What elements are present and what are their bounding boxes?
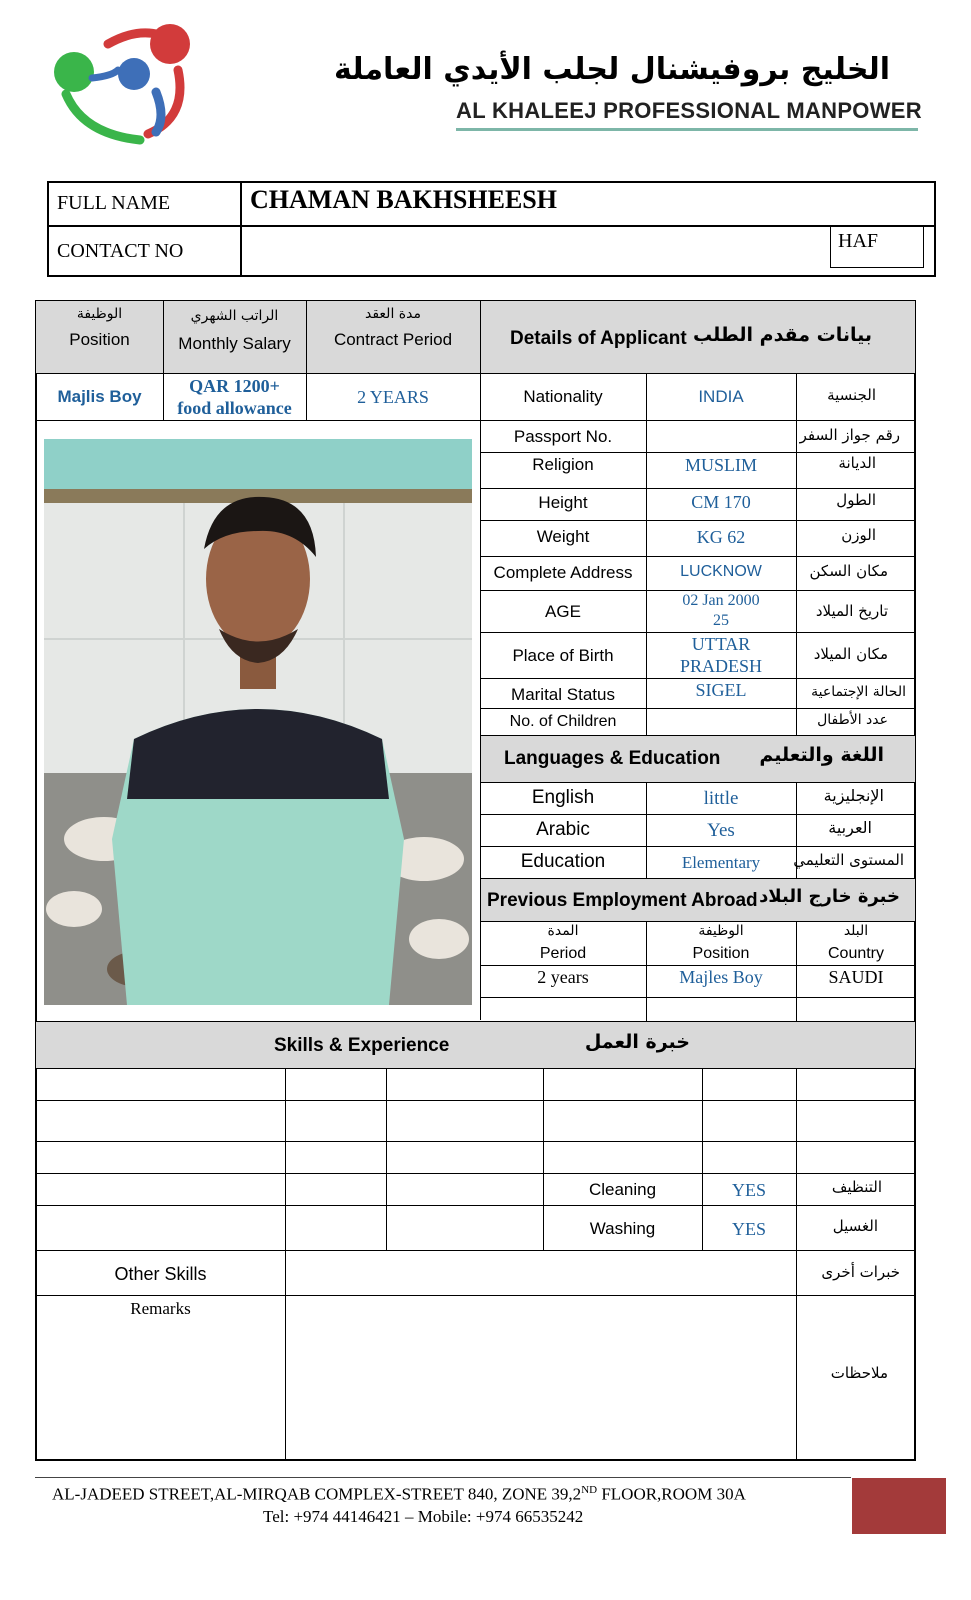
skills-header-grey [36, 1022, 915, 1068]
detail-label: AGE [545, 602, 581, 621]
detail-label: Marital Status [511, 685, 615, 704]
cleaning-value: YES [731, 1180, 766, 1200]
details-row-line-6 [480, 632, 916, 633]
detail-label-ar: عدد الأطفال [817, 712, 888, 728]
applicant-title-en: Details of Applicant [510, 328, 687, 349]
other-skills-label-ar: خبرات أخرى [821, 1263, 900, 1281]
skills-row-line-5 [35, 1250, 916, 1251]
language-label: Education [520, 851, 606, 872]
language-value: Yes [707, 820, 735, 841]
position-label-en: Position [69, 330, 130, 349]
salary-label-en: Monthly Salary [178, 334, 291, 353]
skills-row-line-6 [35, 1295, 916, 1296]
applicant-photo [44, 439, 472, 1005]
footer-phone: Tel: +974 44146421 – Mobile: +974 66535242 [263, 1507, 584, 1526]
skills-col-line-1 [285, 1068, 286, 1461]
employment-row-line-1 [480, 965, 916, 966]
skills-row-line-4 [35, 1205, 916, 1206]
detail-label: No. of Children [509, 713, 617, 730]
detail-label-ar: الطول [836, 491, 876, 509]
skills-title-ar: خبرة العمل [584, 1031, 690, 1053]
detail-label-ar: الجنسية [827, 386, 876, 404]
name-contact-divider-v [240, 181, 242, 277]
period-label-en: Period [539, 945, 587, 962]
detail-value: MUSLIM [684, 455, 757, 475]
details-row-line-1 [480, 452, 916, 453]
language-label-ar: المستوى التعليمي [793, 851, 904, 869]
details-row-line-5 [480, 590, 916, 591]
language-label-ar: العربية [828, 818, 872, 837]
language-value: little [703, 788, 739, 809]
detail-label-ar: الديانة [838, 454, 876, 472]
company-logo [48, 22, 198, 148]
details-row-line-3 [480, 520, 916, 521]
emp-position-label-en: Position [692, 945, 750, 962]
employment-row-line-0 [480, 921, 916, 922]
detail-label-ar: مكان الميلاد [813, 645, 888, 663]
salary-label-ar: الراتب الشهري [190, 308, 279, 324]
detail-value: SIGEL [695, 680, 747, 700]
emp-position-label-ar: الوظيفة [698, 923, 744, 939]
country-label-ar: البلد [843, 923, 869, 939]
footer-address-end: FLOOR,ROOM 30A [597, 1484, 746, 1504]
details-row-line-8 [480, 708, 916, 709]
language-value: Elementary [681, 853, 761, 872]
applicant-title-ar: بيانات مقدم الطلب [693, 324, 872, 346]
contract-value: 2 YEARS [357, 387, 429, 407]
detail-label-ar: تاريخ الميلاد [815, 602, 888, 620]
details-row-line-7 [480, 678, 916, 679]
country-label-en: Country [827, 945, 885, 962]
salary-value-line-1: QAR 1200+ [189, 376, 280, 396]
languages-title-ar: اللغة والتعليم [759, 744, 884, 766]
full-name-value: CHAMAN BAKHSHEESH [250, 185, 557, 214]
contract-label-ar: مدة العقد [365, 306, 421, 322]
contract-label-en: Contract Period [333, 330, 453, 349]
languages-row-line-0 [480, 782, 916, 783]
detail-label: Place of Birth [512, 646, 614, 665]
language-label: Arabic [536, 819, 590, 840]
detail-value-line-2: PRADESH [679, 656, 763, 676]
footer-address-main: AL-JADEED STREET,AL-MIRQAB COMPLEX-STREET 840, ZONE 39,2 [52, 1484, 582, 1504]
remarks-label-ar: ملاحظات [830, 1364, 888, 1382]
detail-value: KG 62 [696, 527, 746, 547]
salary-value-line-2: food allowance [177, 398, 292, 418]
country-value: SAUDI [828, 967, 884, 987]
cleaning-label: Cleaning [588, 1180, 657, 1199]
detail-value: LUCKNOW [680, 563, 762, 580]
detail-label-ar: مكان السكن [809, 562, 888, 580]
footer-address-sup: ND [581, 1484, 598, 1496]
footer-address [52, 1484, 746, 1505]
period-value: 2 years [537, 967, 589, 987]
washing-value: YES [731, 1219, 766, 1239]
washing-label-ar: الغسيل [832, 1217, 878, 1235]
job-values-bottom-line [35, 420, 480, 421]
details-row-line-4 [480, 556, 916, 557]
name-contact-divider-h [47, 225, 936, 227]
detail-label-ar: الحالة الإجتماعية [811, 684, 906, 700]
detail-value: 02 Jan 2000 [682, 592, 760, 609]
contact-label: CONTACT NO [57, 240, 184, 262]
details-row-line-0 [480, 420, 916, 421]
detail-label: Religion [532, 455, 594, 474]
details-row-line-2 [480, 488, 916, 489]
job-header-bottom-line [35, 373, 916, 374]
company-name-english: AL KHALEEJ PROFESSIONAL MANPOWER [456, 98, 922, 123]
skills-row-line-3 [35, 1173, 916, 1174]
detail-value: UTTAR [691, 634, 751, 654]
full-name-label: FULL NAME [57, 192, 171, 214]
other-skills-label: Other Skills [114, 1264, 207, 1284]
languages-row-line-2 [480, 846, 916, 847]
washing-label: Washing [589, 1219, 656, 1238]
detail-label: Complete Address [493, 563, 633, 582]
footer-red-block [852, 1478, 946, 1534]
detail-value: CM 170 [691, 492, 751, 512]
detail-label: Weight [536, 527, 590, 546]
skills-row-line-0 [35, 1068, 916, 1069]
skills-row-line-1 [35, 1100, 916, 1101]
position-value: Majlis Boy [57, 387, 142, 406]
skills-row-line-2 [35, 1141, 916, 1142]
detail-label-ar: رقم جواز السفر [799, 426, 900, 444]
languages-title-en: Languages & Education [504, 748, 721, 769]
footer-line [35, 1477, 851, 1478]
detail-value: INDIA [698, 387, 744, 406]
header-underline [456, 128, 918, 131]
employment-title-ar: خبرة خارج البلاد [759, 886, 900, 907]
skills-col-line-2 [386, 1068, 387, 1250]
period-label-ar: المدة [547, 923, 579, 939]
remarks-label: Remarks [130, 1299, 191, 1318]
detail-label-ar: الوزن [841, 526, 876, 544]
detail-label: Height [538, 493, 588, 512]
language-label-ar: الإنجليزية [823, 786, 884, 805]
employment-title-en: Previous Employment Abroad [487, 890, 758, 911]
position-label-ar: الوظيفة [76, 306, 123, 322]
language-label: English [531, 787, 595, 808]
employment-row-line-2 [480, 997, 916, 998]
skills-title-en: Skills & Experience [274, 1035, 450, 1056]
languages-row-line-1 [480, 814, 916, 815]
detail-value-line-2: 25 [713, 612, 729, 629]
reference-code: HAF [838, 230, 879, 252]
detail-label: Passport No. [513, 427, 613, 446]
emp-position-value: Majles Boy [679, 967, 763, 987]
detail-label: Nationality [523, 387, 603, 406]
company-name-arabic: الخليج بروفيشنال لجلب الأيدي العاملة [334, 52, 890, 87]
cleaning-label-ar: التنظيف [831, 1178, 882, 1196]
